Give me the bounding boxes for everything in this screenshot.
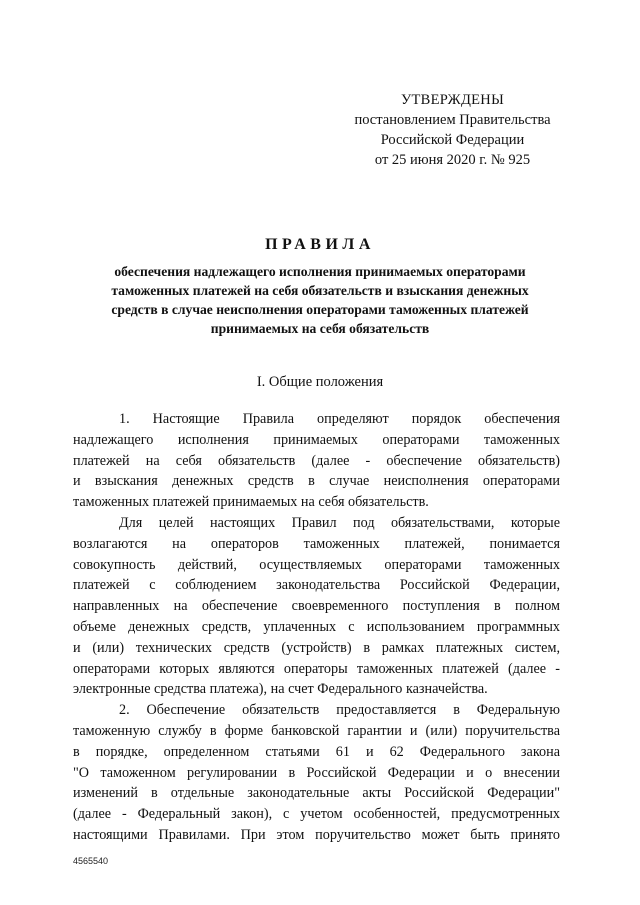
body-line: "О таможенном регулировании в Российской Федерации и о внесении bbox=[73, 764, 560, 781]
document-body bbox=[73, 409, 560, 846]
body-line: в порядке, определенном статьями 61 и 62 Федерального закона bbox=[73, 743, 560, 760]
body-line: настоящими Правилами. При этом поручительство может быть принято bbox=[73, 826, 560, 843]
body-line: объеме денежных средств, уплаченных с использованием программных bbox=[73, 618, 560, 635]
document-subtitle bbox=[75, 262, 565, 338]
approval-block bbox=[330, 90, 575, 170]
body-line: таможенную службу в форме банковской гарантии и (или) поручительства bbox=[73, 722, 560, 739]
section-heading: I. Общие положения bbox=[256, 374, 384, 390]
subtitle-line: принимаемых на себя обязательств bbox=[210, 321, 430, 336]
body-line: 1. Настоящие Правила определяют порядок обеспечения bbox=[119, 411, 560, 427]
body-line: платежей на себя обязательств (далее - обеспечение обязательств) bbox=[73, 452, 560, 469]
approval-line-resolution: постановлением Правительства bbox=[354, 112, 551, 128]
document-number: 4565540 bbox=[73, 856, 109, 866]
approval-heading: УТВЕРЖДЕНЫ bbox=[400, 92, 505, 108]
subtitle-line: средств в случае неисполнения операторами таможенных платежей bbox=[111, 302, 529, 317]
document-title: ПРАВИЛА bbox=[265, 236, 375, 253]
subtitle-line: таможенных платежей на себя обязательств и взыскания денежных bbox=[111, 283, 529, 298]
body-line: (далее - Федеральный закон), с учетом особенностей, предусмотренных bbox=[73, 806, 560, 823]
body-line: платежей с соблюдением законодательства Российской Федерации, bbox=[73, 577, 560, 594]
body-line: надлежащего исполнения принимаемых операторами таможенных bbox=[73, 431, 560, 448]
body-line: совокупность действий, осуществляемых операторами таможенных bbox=[73, 556, 560, 573]
body-line: таможенных платежей принимаемых на себя обязательств. bbox=[73, 494, 429, 511]
body-line: направленных на обеспечение своевременного поступления в полном bbox=[73, 598, 560, 615]
body-line: и взыскания денежных средств в случае неисполнения операторами bbox=[73, 473, 560, 490]
body-line: изменений в отдельные законодательные акты Российской Федерации" bbox=[73, 785, 560, 802]
body-line: возлагаются на операторов таможенных платежей, понимается bbox=[73, 535, 560, 552]
body-line: электронные средства платежа), на счет Федерального казначейства. bbox=[73, 681, 488, 698]
body-line: операторами которых являются операторы таможенных платежей (далее - bbox=[73, 660, 560, 677]
approval-line-country: Российской Федерации bbox=[380, 132, 525, 148]
approval-line-date: от 25 июня 2020 г. № 925 bbox=[374, 152, 531, 168]
body-line: 2. Обеспечение обязательств предоставляется в Федеральную bbox=[119, 702, 560, 719]
subtitle-line: обеспечения надлежащего исполнения принимаемых операторами bbox=[114, 264, 526, 279]
body-line: и (или) технических средств (устройств) в рамках платежных систем, bbox=[73, 639, 560, 656]
body-line: Для целей настоящих Правил под обязательствами, которые bbox=[119, 514, 560, 531]
